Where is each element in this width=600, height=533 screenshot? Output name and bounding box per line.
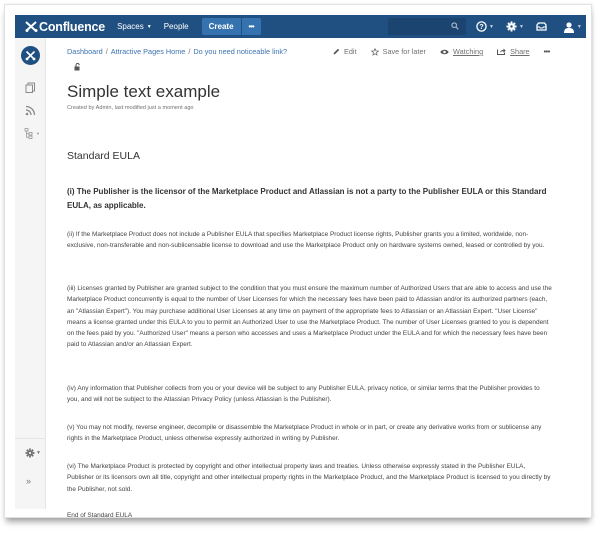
search-icon [451, 22, 459, 30]
share-button[interactable] [497, 47, 529, 56]
spaces-label: Spaces [117, 22, 144, 31]
space-logo[interactable] [21, 46, 40, 65]
chevron-down-icon: ▼ [518, 23, 524, 30]
notifications-icon [536, 22, 547, 31]
unlock-icon[interactable] [74, 63, 81, 71]
space-tools-button[interactable] [25, 448, 41, 458]
user-menu[interactable] [563, 21, 582, 33]
confluence-logo[interactable] [25, 20, 105, 34]
chevron-down-icon: ▼ [489, 23, 494, 30]
watching-label: Watching [452, 47, 484, 56]
page-tree-icon [24, 128, 34, 139]
page-tree-button[interactable] [24, 128, 40, 139]
settings-icon [506, 21, 517, 32]
create-button[interactable]: Create [202, 18, 241, 35]
page-actions [333, 47, 564, 56]
eula-paragraph-iii: (iii) Licenses granted by Publisher are granted subject to the condition that you must ensure the maximum number of Authorized Users that are able to access and use the Marketplace Product concurrently is equal to the number of User Licenses for which the necessary fees have been paid to Atlassian and/or its authorized partners (each, an "Atlassian Expert"). You may purchase additional User Licenses at any time on payment of the appropriate fees to Atlassian or an Atlassian Expert. "User License" means a license granted under this EULA to you to permit an Authorized User to use the Marketplace Product. The number of User Licenses granted to you is dependent on the fees paid by you. "Authorized User" means a person who accesses and uses a Marketplace Product under the EULA and for which the necessary fees have been paid to Atlassian and/or an Atlassian Expert. [67, 285, 552, 349]
expand-sidebar-button[interactable]: » [26, 476, 32, 486]
eye-icon [440, 49, 449, 55]
eula-paragraph-i: (i) The Publisher is the licensor of the Marketplace Product and Atlassian is not a party to the Publisher EULA or this Standard EULA, as applicable. [67, 187, 547, 210]
people-label: People [163, 22, 189, 31]
breadcrumb [67, 47, 287, 56]
save-for-later-button[interactable] [371, 47, 426, 56]
screenshot-frame [4, 4, 592, 518]
pencil-icon [333, 48, 340, 55]
page-metadata: Created by Admin, last modified just a moment ago [67, 105, 194, 111]
eula-paragraph-ii: (ii) If the Marketplace Product does not include a Publisher EULA that specifies Marketplace Product license rights, Publisher grants you a limited, worldwide, non-exclusive, non-transferable and non-sublicensable license to download and use the Marketplace Product only on hardware systems owned, leased or controlled by you. [67, 231, 545, 250]
svg-text:?: ? [479, 24, 484, 31]
save-for-later-label: Save for later [382, 47, 426, 56]
edit-label: Edit [344, 47, 357, 56]
people-link[interactable] [164, 22, 189, 31]
more-actions-button[interactable]: ••• [543, 47, 550, 56]
eula-end: End of Standard EULA [67, 512, 133, 519]
page-title: Simple text example [67, 82, 221, 101]
edit-button[interactable] [333, 47, 357, 56]
breadcrumb-noticeable-link[interactable]: Do you need noticeable link? [193, 47, 288, 56]
space-sidebar [15, 38, 46, 509]
chevron-down-icon: ▼ [146, 23, 152, 30]
chevron-down-icon: ▼ [36, 450, 41, 456]
header-icons [476, 15, 594, 38]
gear-icon [25, 448, 35, 458]
help-icon [476, 21, 487, 32]
eula-paragraph-vi: (vi) The Marketplace Product is protected by copyright and other intellectual property laws and treaties. Unless otherwise expressly stated in the Publisher EULA, Publisher or its licensors own all title, copyright and other intellectual property rights in the Marketplace Product, and the Marketplace Product is licensed to you directly by the Publisher, not sold. [67, 463, 551, 493]
share-icon [497, 48, 506, 55]
star-icon [371, 48, 379, 56]
share-label: Share [510, 47, 530, 56]
user-avatar-icon [563, 21, 575, 33]
breadcrumb-separator: / [188, 47, 191, 56]
help-menu[interactable] [476, 21, 494, 32]
spaces-menu[interactable] [117, 22, 152, 31]
watching-button[interactable] [440, 47, 483, 56]
confluence-app [15, 15, 586, 519]
search-input[interactable] [388, 18, 466, 35]
blog-feed-icon[interactable] [25, 105, 36, 116]
pages-icon[interactable] [25, 82, 36, 93]
breadcrumb-separator: / [105, 47, 108, 56]
notifications-button[interactable] [536, 22, 547, 31]
eula-paragraph-iv: (iv) Any information that Publisher collects from you or your device will be subject to any Publisher EULA, privacy notice, or similar terms that the Publisher provides to you, and will not be subject to the Atlassian Privacy Policy (unless Atlassian is the Publisher). [67, 385, 540, 404]
confluence-logo-icon [25, 21, 38, 32]
chevron-down-icon: ▼ [576, 23, 582, 30]
settings-menu[interactable] [506, 21, 524, 32]
eula-paragraph-v: (v) You may not modify, reverse engineer, decompile or disassemble the Marketplace Product in whole or in part, or create any derivative works from or sublicense any rights in the Marketplace Product, unless otherwise expressly authorized in writing by Publisher. [67, 424, 542, 443]
top-navigation-bar [15, 15, 586, 38]
breadcrumb-attractive-pages-home[interactable]: Attractive Pages Home [110, 47, 186, 56]
chevron-down-icon: ▼ [36, 131, 40, 136]
eula-heading: Standard EULA [67, 150, 140, 162]
sidebar-divider [15, 438, 46, 439]
logo-text: Confluence [39, 19, 106, 34]
space-logo-icon [25, 50, 36, 61]
breadcrumb-dashboard[interactable]: Dashboard [67, 47, 103, 56]
create-more-button[interactable]: ••• [242, 18, 261, 35]
